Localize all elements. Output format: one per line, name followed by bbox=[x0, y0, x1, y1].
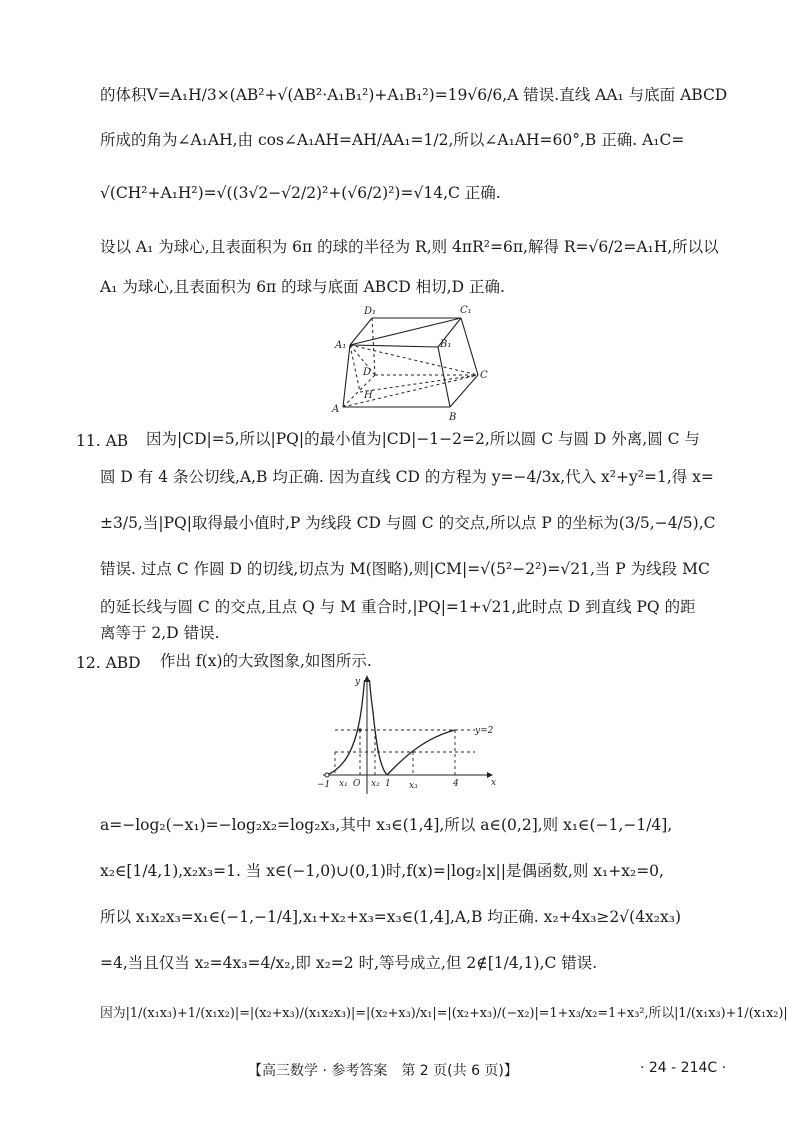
tick-x3: x₃ bbox=[409, 781, 418, 791]
sec11-line-3: ±3/5,当|PQ|取得最小值时,P 为线段 CD 与圆 C 的交点,所以点 P 的坐标为(3/5,−4/5),C bbox=[100, 514, 716, 532]
sec10-line-5: A₁ 为球心,且表面积为 6π 的球与底面 ABCD 相切,D 正确. bbox=[100, 278, 505, 296]
label-C1: C₁ bbox=[460, 305, 472, 316]
label-A: A bbox=[332, 404, 340, 415]
tick-x1: x₁ bbox=[339, 779, 348, 789]
frustum-figure bbox=[320, 300, 500, 425]
label-H: H bbox=[364, 390, 373, 401]
tick-4: 4 bbox=[453, 779, 459, 789]
label-B1: B₁ bbox=[440, 339, 452, 350]
sec10-line-4: 设以 A₁ 为球心,且表面积为 6π 的球的半径为 R,则 4πR²=6π,解得 R=√6/2=A₁H,所以以 bbox=[100, 238, 719, 256]
sec11-line-4: 错误. 过点 C 作圆 D 的切线,切点为 M(图略),则|CM|=√(5²−2²)=√21,当 P 为线段 MC bbox=[100, 560, 710, 578]
tick-x2: x₂ bbox=[371, 779, 380, 789]
function-graph bbox=[315, 672, 505, 797]
sec11-line-6: 离等于 2,D 错误. bbox=[100, 624, 220, 642]
label-B: B bbox=[449, 412, 457, 423]
sec10-line-3: √(CH²+A₁H²)=√((3√2−√2/2)²+(√6/2)²)=√14,C 正确. bbox=[100, 184, 501, 202]
sec10-line-1: 的体积V=A₁H/3×(AB²+√(AB²·A₁B₁²)+A₁B₁²)=19√6/6,A 错误.直线 AA₁ 与底面 ABCD bbox=[100, 86, 728, 104]
sec12-line-3: 所以 x₁x₂x₃=x₁∈(−1,−1/4],x₁+x₂+x₃=x₃∈(1,4],A,B 均正确. x₂+4x₃≥2√(4x₂x₃) bbox=[100, 908, 682, 926]
label-C: C bbox=[480, 370, 488, 381]
sec11-line-2: 圆 D 有 4 条公切线,A,B 均正确. 因为直线 CD 的方程为 y=−4/3x,代入 x²+y²=1,得 x= bbox=[100, 468, 714, 486]
sec12-line-5: 因为|1/(x₁x₃)+1/(x₁x₂)|=|(x₂+x₃)/(x₁x₂x₃)|=|(x₂+x₃)/x₁|=|(x₂+x₃)/(−x₂)|=1+x₃/x₂=1+x₃²,所以|1/(x₁x₃)+1/(x₁x₂)| bbox=[100, 1006, 788, 1021]
label-A1: A₁ bbox=[335, 340, 347, 351]
sec12-line-1: a=−log₂(−x₁)=−log₂x₂=log₂x₃,其中 x₃∈(1,4],所以 a∈(0,2],则 x₁∈(−1,−1/4], bbox=[100, 816, 673, 834]
sec11-line-5: 的延长线与圆 C 的交点,且点 Q 与 M 重合时,|PQ|=1+√21,此时点 D 到直线 PQ 的距 bbox=[100, 598, 696, 616]
sec12-intro: 作出 f(x)的大致图象,如图所示. bbox=[160, 652, 372, 670]
tick-1: 1 bbox=[385, 779, 391, 789]
graph-y-label: y bbox=[355, 677, 361, 687]
sec11-line-1: 因为|CD|=5,所以|PQ|的最小值为|CD|−1−2=2,所以圆 C 与圆 D 外离,圆 C 与 bbox=[146, 430, 700, 448]
sec10-line-2: 所成的角为∠A₁AH,由 cos∠A₁AH=AH/AA₁=1/2,所以∠A₁AH=60°,B 正确. A₁C= bbox=[100, 131, 685, 149]
graph-line-label: y=2 bbox=[475, 726, 494, 736]
footer-code: · 24 - 214C · bbox=[640, 1060, 727, 1076]
footer-title: 【高三数学 · 参考答案 第 2 页(共 6 页)】 bbox=[248, 1063, 518, 1079]
tick-O: O bbox=[353, 779, 361, 789]
q11-number: 11. AB bbox=[76, 432, 129, 450]
label-D: D bbox=[363, 367, 372, 378]
label-D1: D₁ bbox=[364, 306, 377, 317]
graph-x-label: x bbox=[491, 778, 497, 788]
sec12-line-2: x₂∈[1/4,1),x₂x₃=1. 当 x∈(−1,0)∪(0,1)时,f(x)=|log₂|x||是偶函数,则 x₁+x₂=0, bbox=[100, 862, 664, 880]
tick-neg1: −1 bbox=[317, 780, 331, 790]
sec12-line-4: =4,当且仅当 x₂=4x₃=4/x₂,即 x₂=2 时,等号成立,但 2∉[1/4,1),C 错误. bbox=[100, 954, 598, 972]
q12-number: 12. ABD bbox=[76, 654, 141, 672]
